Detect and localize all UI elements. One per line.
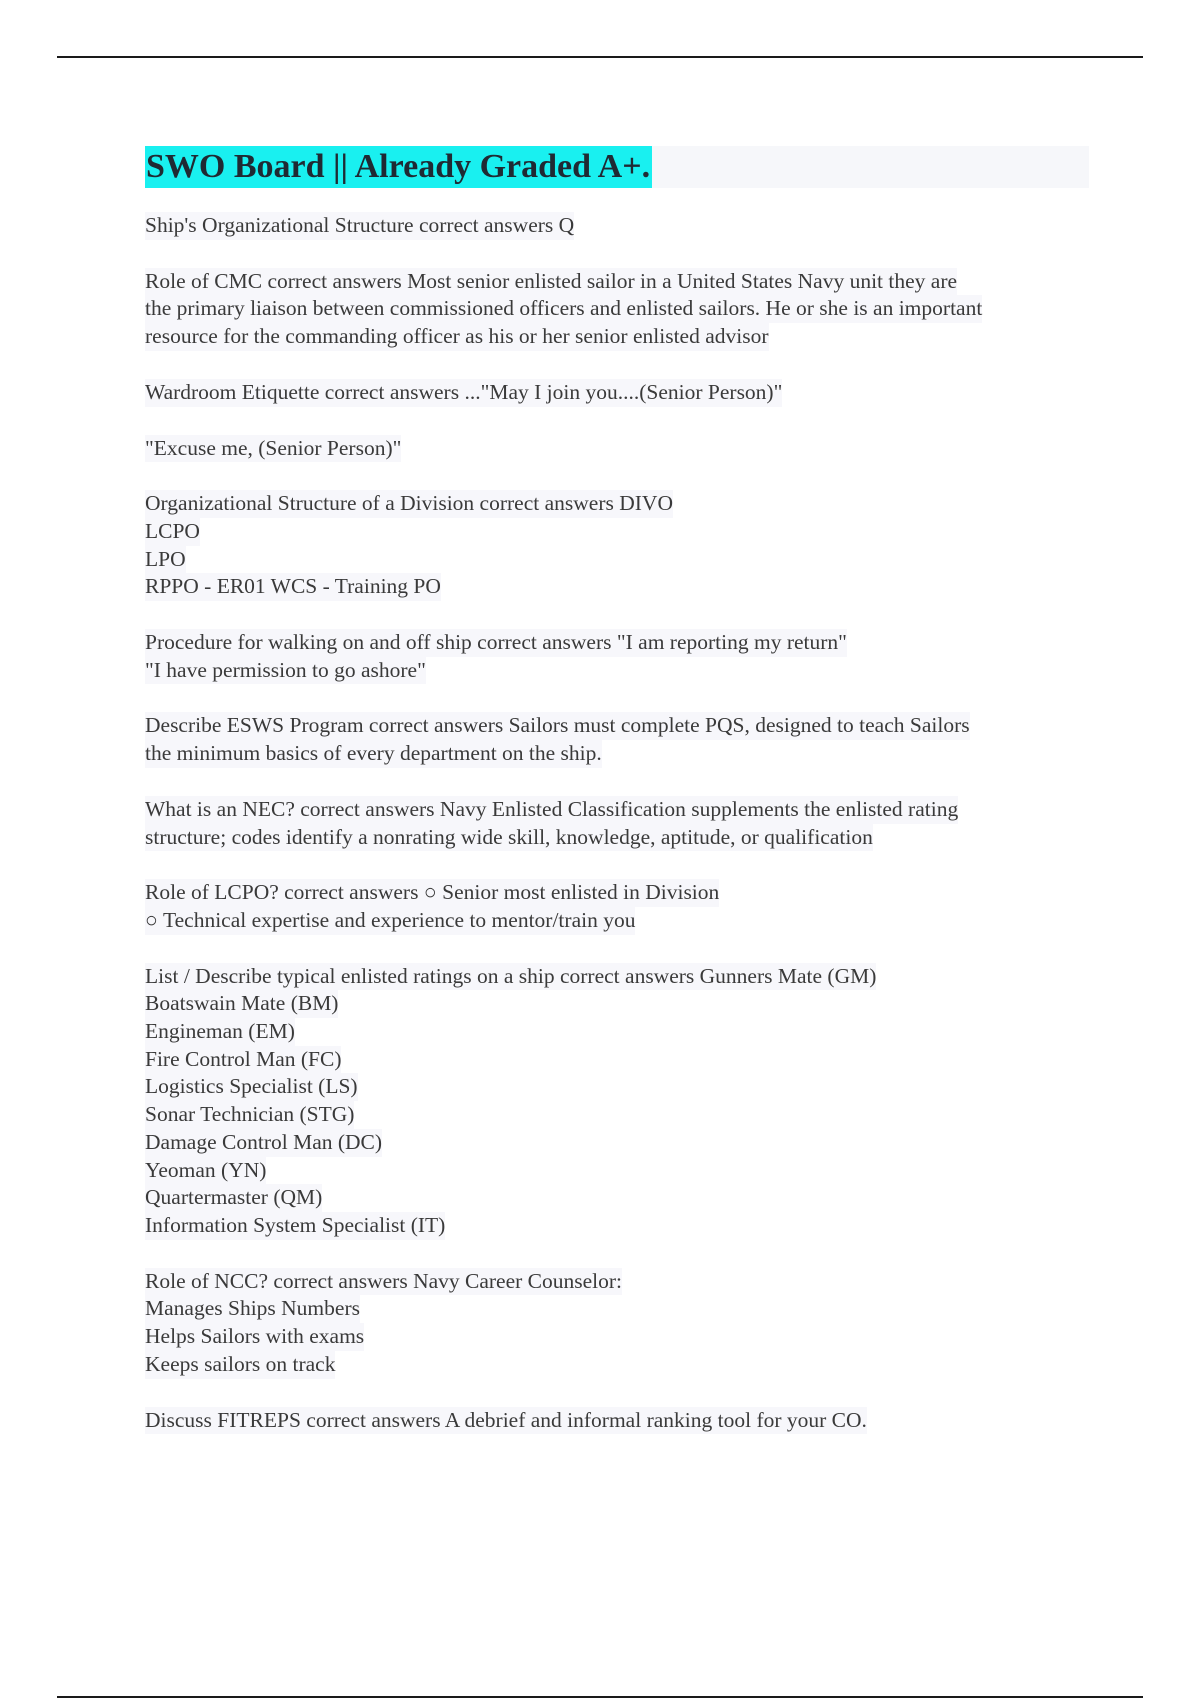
entry-line: Role of NCC? correct answers Navy Career Counselor: xyxy=(145,1268,622,1296)
entry-line: Procedure for walking on and off ship correct answers "I am reporting my return" xyxy=(145,629,847,657)
qa-entry xyxy=(145,963,1089,1240)
qa-entry xyxy=(145,268,1089,351)
entry-line: RPPO - ER01 WCS - Training PO xyxy=(145,573,441,601)
qa-entry xyxy=(145,629,1089,684)
entry-line: "I have permission to go ashore" xyxy=(145,657,426,685)
qa-entry xyxy=(145,212,1089,240)
entry-line: Wardroom Etiquette correct answers ..."May I join you....(Senior Person)" xyxy=(145,379,782,407)
entry-line: ○ Technical expertise and experience to mentor/train you xyxy=(145,907,635,935)
document-body xyxy=(145,146,1089,1462)
bottom-rule xyxy=(57,1696,1143,1698)
entry-line: "Excuse me, (Senior Person)" xyxy=(145,435,401,463)
entry-line: Yeoman (YN) xyxy=(145,1157,266,1185)
qa-entry xyxy=(145,435,1089,463)
entry-line: Ship's Organizational Structure correct answers Q xyxy=(145,212,574,240)
entry-line: Discuss FITREPS correct answers A debrief and informal ranking tool for your CO. xyxy=(145,1407,867,1435)
entry-line: Organizational Structure of a Division correct answers DIVO xyxy=(145,490,673,518)
qa-entry xyxy=(145,1268,1089,1379)
entry-line: Boatswain Mate (BM) xyxy=(145,990,338,1018)
entry-line: Fire Control Man (FC) xyxy=(145,1046,341,1074)
qa-entries xyxy=(145,212,1089,1434)
entry-line: Describe ESWS Program correct answers Sailors must complete PQS, designed to teach Sailors xyxy=(145,712,970,740)
qa-entry xyxy=(145,1407,1089,1435)
document-title: SWO Board || Already Graded A+. xyxy=(145,146,652,188)
entry-line: Sonar Technician (STG) xyxy=(145,1101,354,1129)
entry-line: LCPO xyxy=(145,518,200,546)
entry-line: the primary liaison between commissioned officers and enlisted sailors. He or she is an important xyxy=(145,295,982,323)
entry-line: List / Describe typical enlisted ratings on a ship correct answers Gunners Mate (GM) xyxy=(145,963,876,991)
qa-entry xyxy=(145,879,1089,934)
entry-line: Engineman (EM) xyxy=(145,1018,295,1046)
entry-line: Damage Control Man (DC) xyxy=(145,1129,382,1157)
entry-line: Helps Sailors with exams xyxy=(145,1323,364,1351)
entry-line: Keeps sailors on track xyxy=(145,1351,335,1379)
entry-line: What is an NEC? correct answers Navy Enlisted Classification supplements the enlisted rating xyxy=(145,796,958,824)
entry-line: Logistics Specialist (LS) xyxy=(145,1073,358,1101)
top-rule xyxy=(57,56,1143,58)
title-bar xyxy=(145,146,1089,188)
entry-line: Manages Ships Numbers xyxy=(145,1295,360,1323)
qa-entry xyxy=(145,379,1089,407)
entry-line: Information System Specialist (IT) xyxy=(145,1212,445,1240)
entry-line: Quartermaster (QM) xyxy=(145,1184,322,1212)
entry-line: Role of CMC correct answers Most senior enlisted sailor in a United States Navy unit they are xyxy=(145,268,957,296)
entry-line: LPO xyxy=(145,546,186,574)
entry-line: Role of LCPO? correct answers ○ Senior most enlisted in Division xyxy=(145,879,719,907)
qa-entry xyxy=(145,490,1089,601)
entry-line: the minimum basics of every department on the ship. xyxy=(145,740,602,768)
qa-entry xyxy=(145,796,1089,851)
entry-line: resource for the commanding officer as his or her senior enlisted advisor xyxy=(145,323,769,351)
entry-line: structure; codes identify a nonrating wide skill, knowledge, aptitude, or qualification xyxy=(145,824,873,852)
qa-entry xyxy=(145,712,1089,767)
